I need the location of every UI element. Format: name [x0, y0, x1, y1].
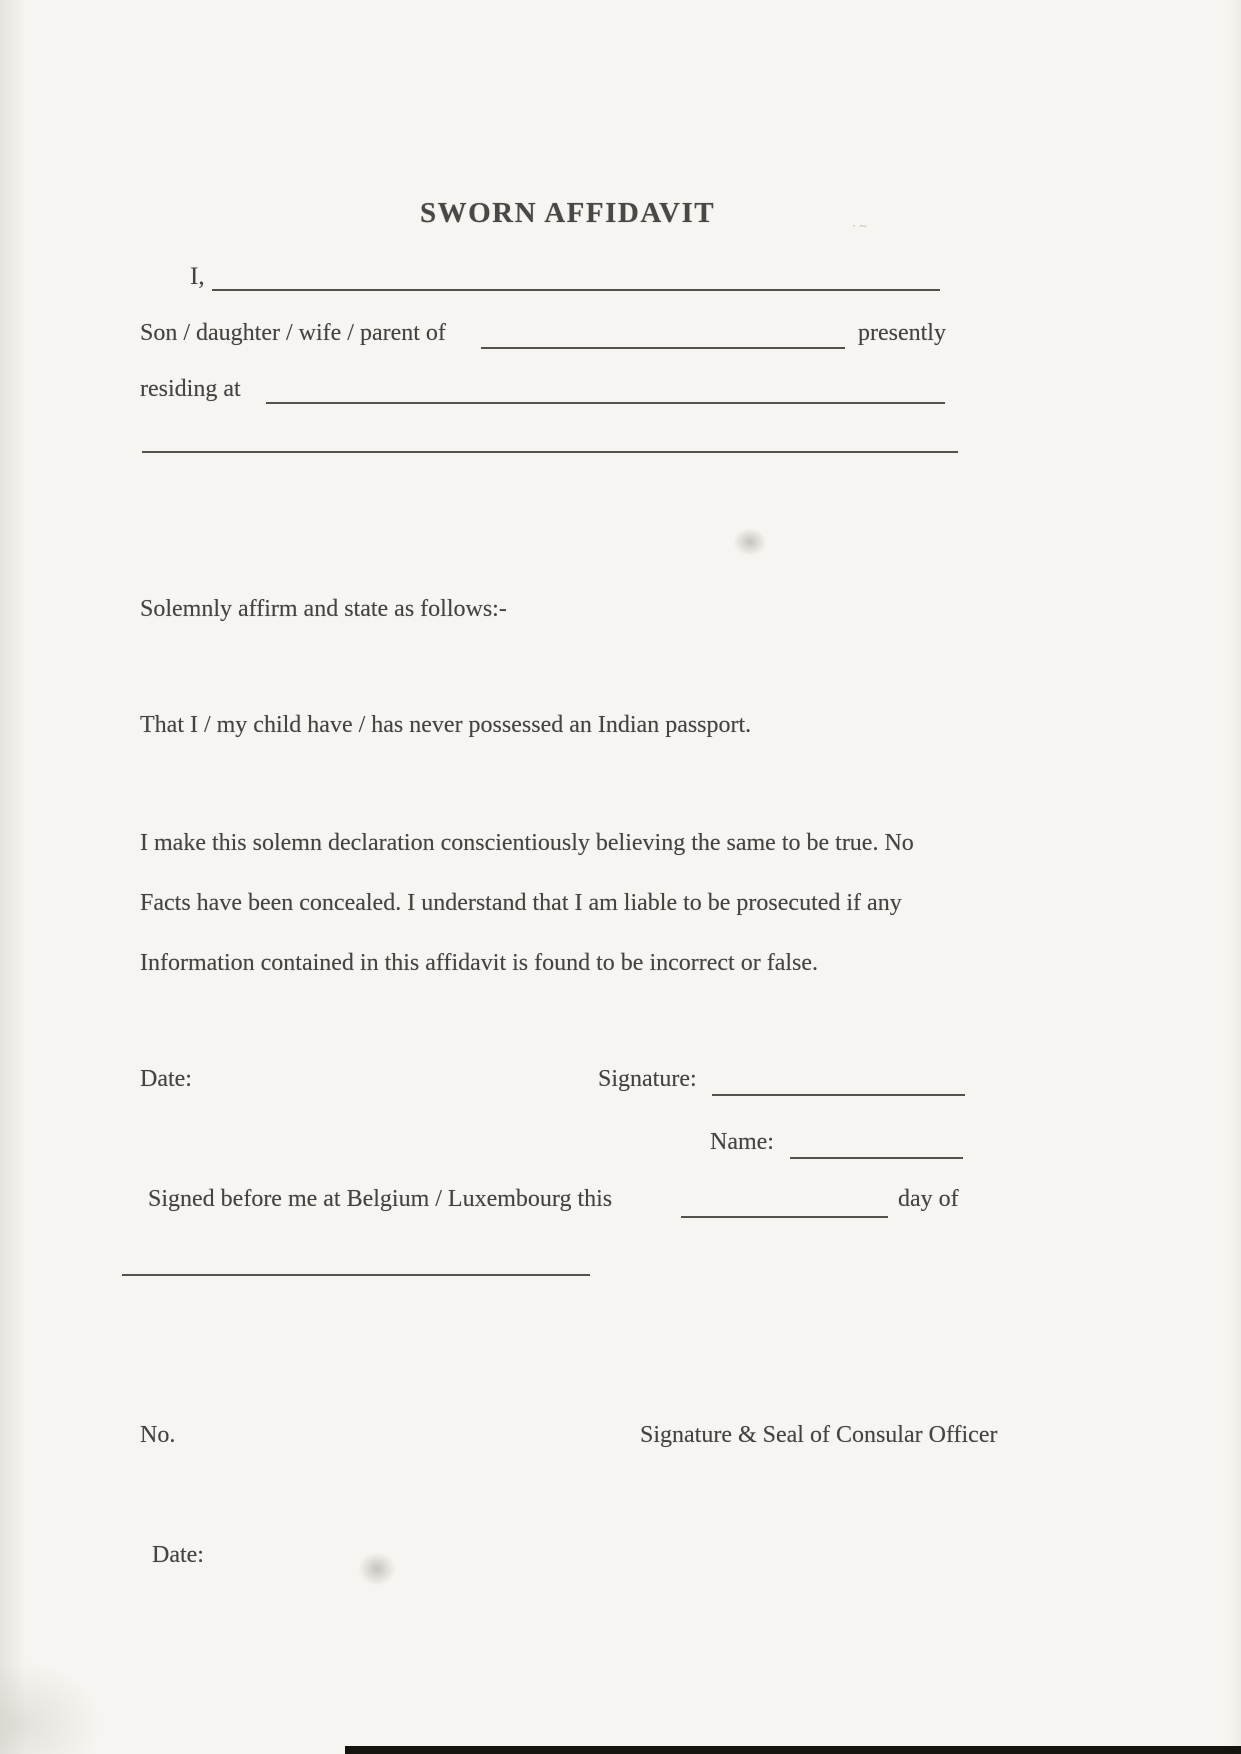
signature-blank — [712, 1066, 965, 1096]
relation-label: Son / daughter / wife / parent of — [140, 320, 446, 346]
name-label: Name: — [710, 1129, 774, 1155]
address-line-2-blank — [142, 423, 958, 453]
day-blank — [681, 1188, 888, 1218]
presently-label: presently — [858, 320, 946, 346]
declaration-line-3: Information contained in this affidavit is found to be incorrect or false. — [140, 950, 819, 976]
relative-name-blank — [481, 319, 845, 349]
stain-mark — [733, 528, 767, 556]
deponent-name-blank — [212, 261, 940, 291]
stain-mark-bottom — [358, 1552, 396, 1586]
scan-speckle-mark: ·~ — [852, 218, 870, 233]
declaration-line-1: I make this solemn declaration conscientiously believing the same to be true. No — [140, 830, 914, 856]
affirmation-text: Solemnly affirm and state as follows:- — [140, 596, 507, 622]
consular-officer-label: Signature & Seal of Consular Officer — [640, 1422, 998, 1448]
month-blank — [122, 1246, 590, 1276]
no-label: No. — [140, 1422, 176, 1448]
signed-before-label: Signed before me at Belgium / Luxembourg this — [148, 1186, 613, 1212]
day-of-label: day of — [898, 1186, 959, 1212]
declaration-line-2: Facts have been concealed. I understand that I am liable to be prosecuted if any — [140, 890, 902, 916]
date-label: Date: — [140, 1066, 192, 1092]
i-label: I, — [190, 263, 205, 290]
signature-label: Signature: — [598, 1066, 697, 1092]
consular-date-label: Date: — [152, 1542, 204, 1568]
name-blank — [790, 1129, 963, 1159]
statement-text: That I / my child have / has never possessed an Indian passport. — [140, 712, 752, 738]
residing-label: residing at — [140, 376, 241, 402]
address-line-1-blank — [266, 374, 945, 404]
scan-edge-bar — [345, 1746, 1241, 1754]
document-title: SWORN AFFIDAVIT — [420, 197, 716, 229]
